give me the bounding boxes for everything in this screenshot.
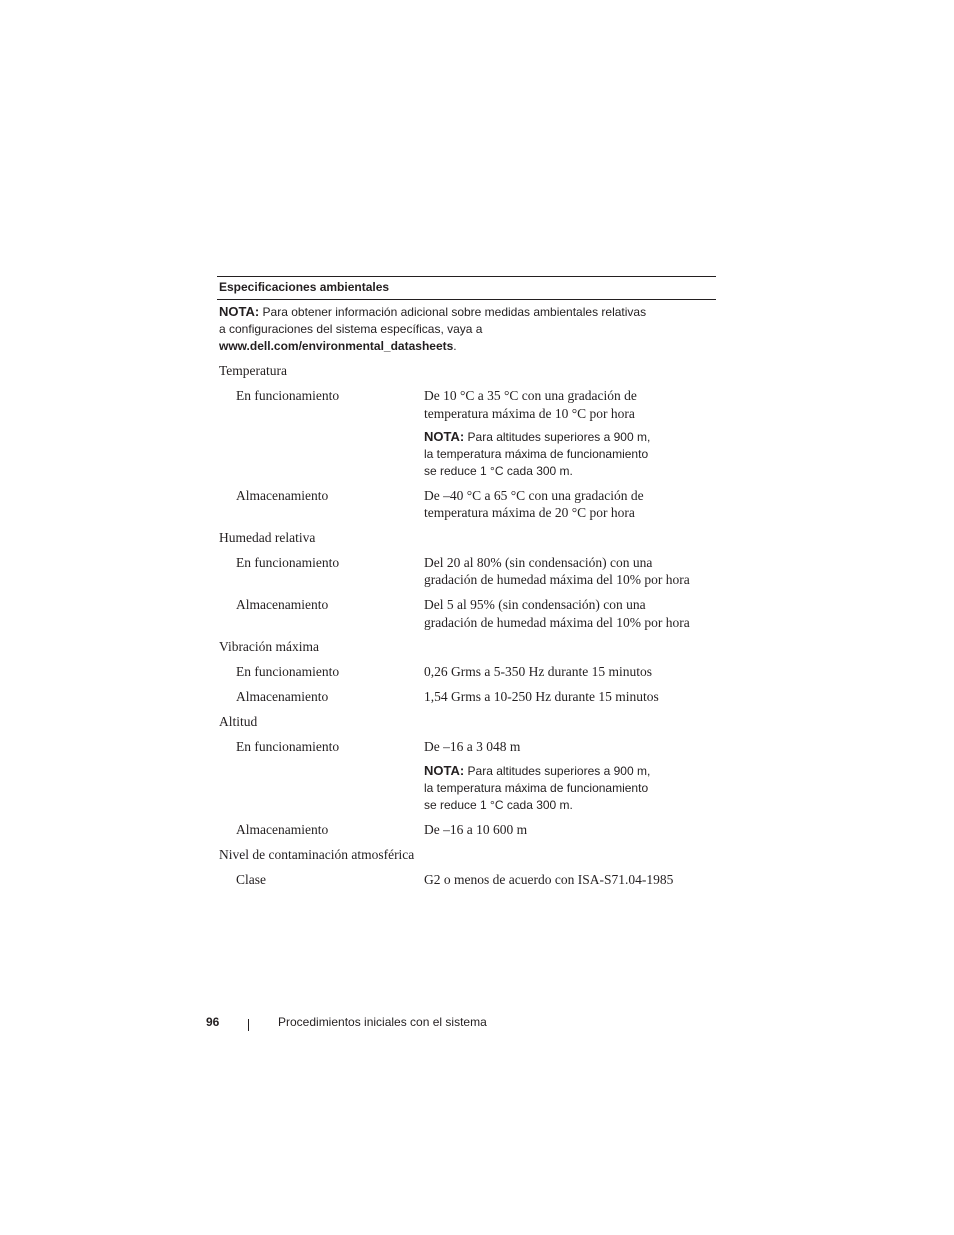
vibration-operating-label: En funcionamiento <box>236 664 340 679</box>
vibration-storage-value: 1,54 Grms a 10-250 Hz durante 15 minutos <box>424 689 659 704</box>
page-number: 96 <box>206 1015 220 1029</box>
note-text: Para altitudes superiores a 900 m, <box>464 430 651 444</box>
altitude-note <box>424 762 704 814</box>
note-label: NOTA: <box>424 763 465 778</box>
humidity-storage-value-2: gradación de humedad máxima del 10% por hora <box>424 615 690 630</box>
note-label: NOTA: <box>219 304 260 319</box>
humidity-storage-label: Almacenamiento <box>236 597 329 612</box>
footer-title: Procedimientos iniciales con el sistema <box>278 1015 487 1029</box>
vibration-storage-label: Almacenamiento <box>236 689 329 704</box>
temperature-operating-value-2: temperatura máxima de 10 °C por hora <box>424 406 635 421</box>
humidity-storage-value-1: Del 5 al 95% (sin condensación) con una <box>424 597 646 612</box>
temperature-note <box>424 428 704 480</box>
temperature-storage-label: Almacenamiento <box>236 488 329 503</box>
category-altitude: Altitud <box>219 714 258 729</box>
temperature-storage-value-2: temperatura máxima de 20 °C por hora <box>424 505 635 520</box>
footer-separator <box>248 1019 249 1031</box>
note-label: NOTA: <box>424 429 465 444</box>
note-text: Para obtener información adicional sobre medidas ambientales relativas <box>259 305 647 319</box>
vibration-operating-value: 0,26 Grms a 5-350 Hz durante 15 minutos <box>424 664 652 679</box>
category-temperature: Temperatura <box>219 363 288 378</box>
category-contamination: Nivel de contaminación atmosférica <box>219 847 415 862</box>
note-text: la temperatura máxima de funcionamiento <box>424 781 649 795</box>
note-text: la temperatura máxima de funcionamiento <box>424 447 649 461</box>
contamination-class-value: G2 o menos de acuerdo con ISA-S71.04-1985 <box>424 872 674 887</box>
temperature-operating-value-1: De 10 °C a 35 °C con una gradación de <box>424 388 637 403</box>
datasheet-link[interactable]: www.dell.com/environmental_datasheets <box>219 339 454 353</box>
humidity-operating-label: En funcionamiento <box>236 555 340 570</box>
temperature-storage-value-1: De –40 °C a 65 °C con una gradación de <box>424 488 644 503</box>
altitude-storage-value: De –16 a 10 600 m <box>424 822 528 837</box>
category-vibration: Vibración máxima <box>219 639 320 654</box>
altitude-operating-label: En funcionamiento <box>236 739 340 754</box>
main-note <box>219 303 689 355</box>
note-text: se reduce 1 °C cada 300 m. <box>424 798 573 812</box>
contamination-class-label: Clase <box>236 872 266 887</box>
table-header <box>217 276 716 300</box>
note-period: . <box>453 339 457 353</box>
note-text: Para altitudes superiores a 900 m, <box>464 764 651 778</box>
humidity-operating-value-2: gradación de humedad máxima del 10% por hora <box>424 572 690 587</box>
altitude-storage-label: Almacenamiento <box>236 822 329 837</box>
temperature-operating-label: En funcionamiento <box>236 388 340 403</box>
category-humidity: Humedad relativa <box>219 530 316 545</box>
table-title: Especificaciones ambientales <box>219 280 390 294</box>
humidity-operating-value-1: Del 20 al 80% (sin condensación) con una <box>424 555 653 570</box>
note-text: a configuraciones del sistema específicas, vaya a <box>219 322 483 336</box>
note-text: se reduce 1 °C cada 300 m. <box>424 464 573 478</box>
altitude-operating-value: De –16 a 3 048 m <box>424 739 521 754</box>
